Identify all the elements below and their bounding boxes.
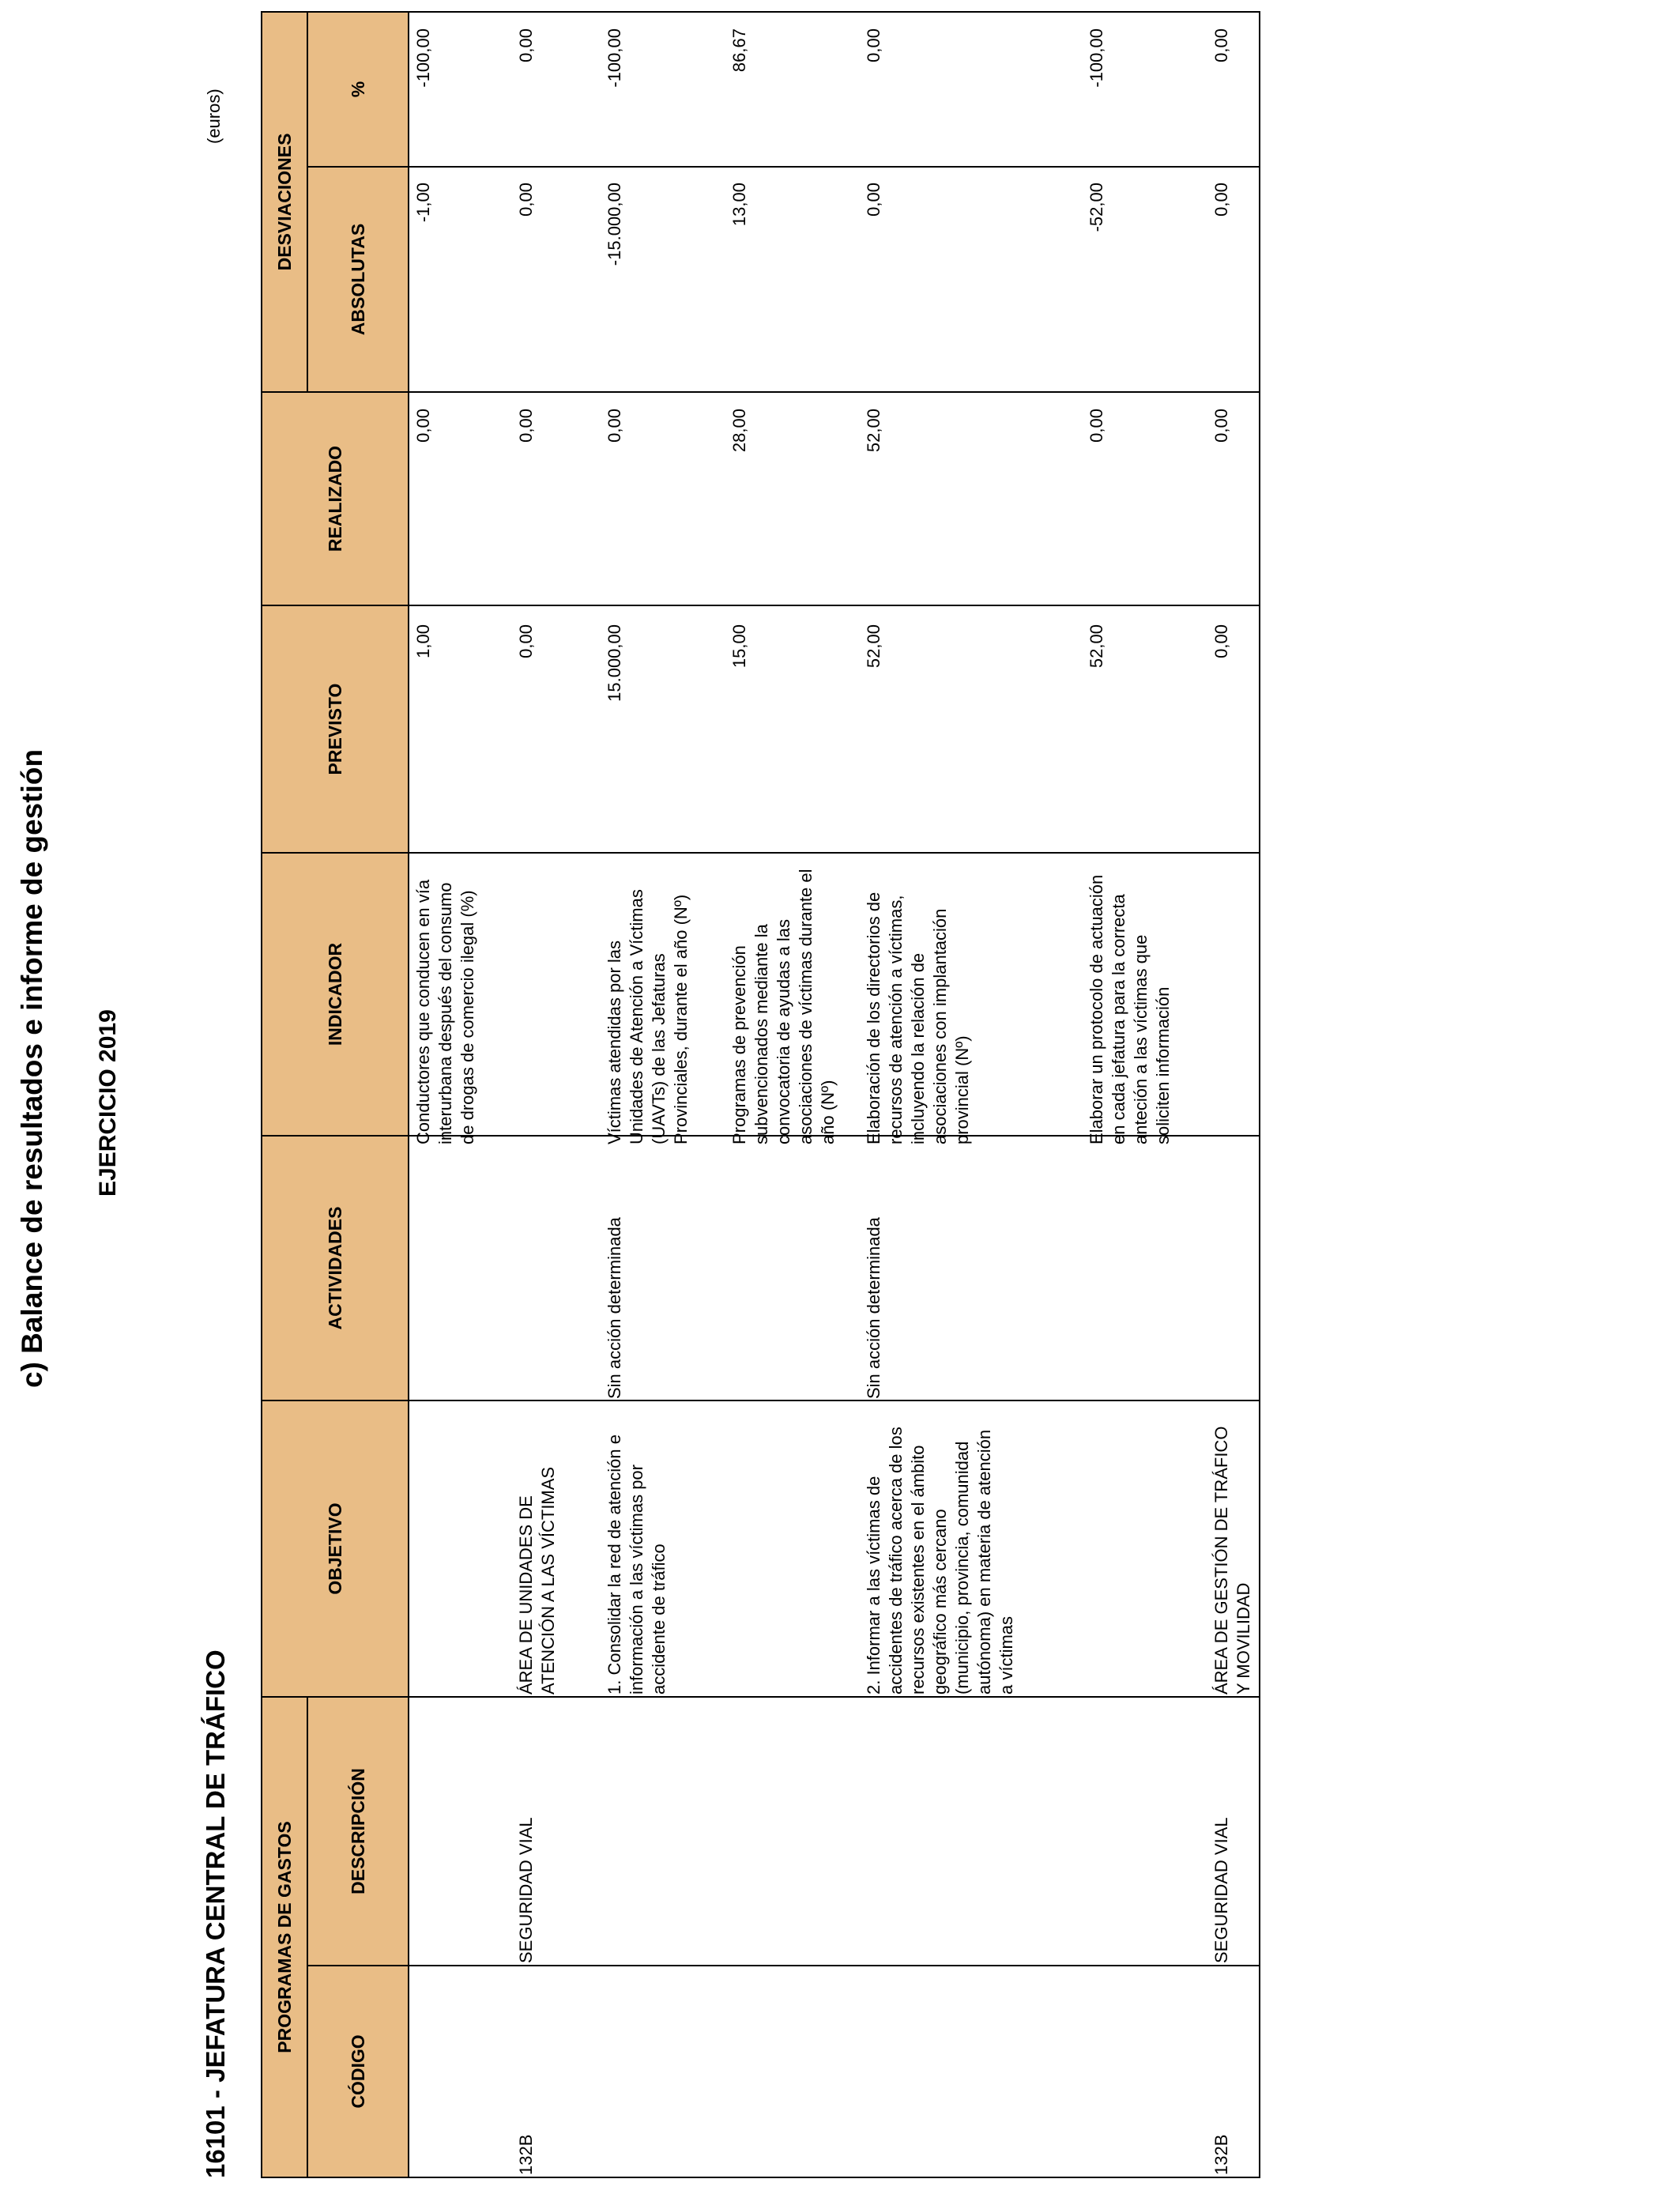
- header-porcentaje: %: [307, 12, 409, 167]
- header-descripcion: DESCRIPCIÓN: [307, 1697, 409, 1966]
- header-objetivo: OBJETIVO: [262, 1400, 409, 1697]
- table-row-2-realizado: 0,00: [605, 409, 624, 443]
- table-row-2-indicador: Víctimas atendidas por las Unidades de Atención a Víctimas (UAVTs) de las Jefaturas Provinciales, durante el año (Nº): [605, 889, 691, 1144]
- table-row-3-absolutas: 13,00: [729, 183, 749, 227]
- table-row-6-codigo: 132B: [1211, 2134, 1231, 2175]
- table-row-4-objetivo: 2. Informar a las víctimas de accidentes de tráfico acerca de los recursos existentes en el ámbito geográfico más cercano (municipio, provincia, comunidad autónoma) en materia de atención a víctimas: [864, 1427, 1016, 1695]
- table-row-0-realizado: 0,00: [413, 409, 433, 443]
- table-row-2-objetivo: 1. Consolidar la red de atención e información a las víctimas por accidente de tráfico: [605, 1434, 669, 1695]
- table-row-3-previsto: 15,00: [729, 624, 749, 669]
- table-row-6-realizado: 0,00: [1211, 409, 1231, 443]
- header-codigo: CÓDIGO: [307, 1966, 409, 2177]
- table-row-1-previsto: 0,00: [516, 624, 536, 658]
- table-row-5-indicador: Elaborar un protocolo de actuación en cada jefatura para la correcta anteción a las víctimas que soliciten información: [1087, 874, 1173, 1144]
- table-row-2-actividades: Sin acción determinada: [605, 1217, 624, 1399]
- header-absolutas: ABSOLUTAS: [307, 167, 409, 392]
- table-row-4-absolutas: 0,00: [864, 183, 883, 217]
- table-row-6-descripcion: SEGURIDAD VIAL: [1211, 1817, 1231, 1963]
- table-row-0-porcentaje: -100,00: [413, 28, 433, 88]
- table-row-0-indicador: Conductores que conducen en vía interurbana después del consumo de drogas de comercio ilegal (%): [413, 879, 477, 1144]
- table-row-5-absolutas: -52,00: [1087, 183, 1106, 232]
- header-group-programas: PROGRAMAS DE GASTOS: [262, 1697, 307, 2177]
- table-row-6-absolutas: 0,00: [1211, 183, 1231, 217]
- table-row-4-realizado: 52,00: [864, 409, 883, 453]
- section-title: c) Balance de resultados e informe de gestión: [16, 748, 48, 1388]
- table-row-1-realizado: 0,00: [516, 409, 536, 443]
- table-row-6-previsto: 0,00: [1211, 624, 1231, 658]
- table-row-1-porcentaje: 0,00: [516, 28, 536, 62]
- table-row-3-realizado: 28,00: [729, 409, 749, 453]
- table-row-3-porcentaje: 86,67: [729, 28, 749, 73]
- table-row-1-descripcion: SEGURIDAD VIAL: [516, 1817, 536, 1963]
- table-row-3-indicador: Programas de prevención subvencionados mediante la convocatoria de ayudas a las asociaciones de víctimas durante el año (Nº): [729, 869, 838, 1144]
- table-row-4-indicador: Elaboración de los directorios de recursos de atención a víctimas, incluyendo la relación de asociaciones con implantación provincial (Nº): [864, 892, 972, 1144]
- body-actividades-column: [409, 1136, 1260, 1400]
- header-actividades: ACTIVIDADES: [262, 1136, 409, 1400]
- table-row-1-objetivo: ÁREA DE UNIDADES DE ATENCIÓN A LAS VÍCTIMAS: [516, 1466, 558, 1695]
- header-indicador: INDICADOR: [262, 853, 409, 1136]
- table-row-6-porcentaje: 0,00: [1211, 28, 1231, 62]
- exercise-title: EJERCICIO 2019: [95, 1009, 121, 1197]
- table-row-0-previsto: 1,00: [413, 624, 433, 658]
- table-row-4-actividades: Sin acción determinada: [864, 1217, 883, 1399]
- table-row-5-realizado: 0,00: [1087, 409, 1106, 443]
- table-row-5-porcentaje: -100,00: [1087, 28, 1106, 88]
- header-realizado: REALIZADO: [262, 392, 409, 605]
- table-row-2-absolutas: -15.000,00: [605, 183, 624, 266]
- table-row-1-codigo: 132B: [516, 2134, 536, 2175]
- table-row-4-porcentaje: 0,00: [864, 28, 883, 62]
- table-row-2-porcentaje: -100,00: [605, 28, 624, 88]
- table-row-6-objetivo: ÁREA DE GESTIÓN DE TRÁFICO Y MOVILIDAD: [1211, 1426, 1253, 1695]
- table-row-1-absolutas: 0,00: [516, 183, 536, 217]
- table-row-0-absolutas: -1,00: [413, 183, 433, 223]
- organism-title: 16101 - JEFATURA CENTRAL DE TRÁFICO: [201, 1649, 230, 2178]
- header-previsto: PREVISTO: [262, 605, 409, 853]
- table-row-4-previsto: 52,00: [864, 624, 883, 669]
- table-row-2-previsto: 15.000,00: [605, 624, 624, 702]
- units-label: (euros): [204, 89, 224, 144]
- table-row-5-previsto: 52,00: [1087, 624, 1106, 669]
- header-group-desviaciones: DESVIACIONES: [262, 12, 307, 392]
